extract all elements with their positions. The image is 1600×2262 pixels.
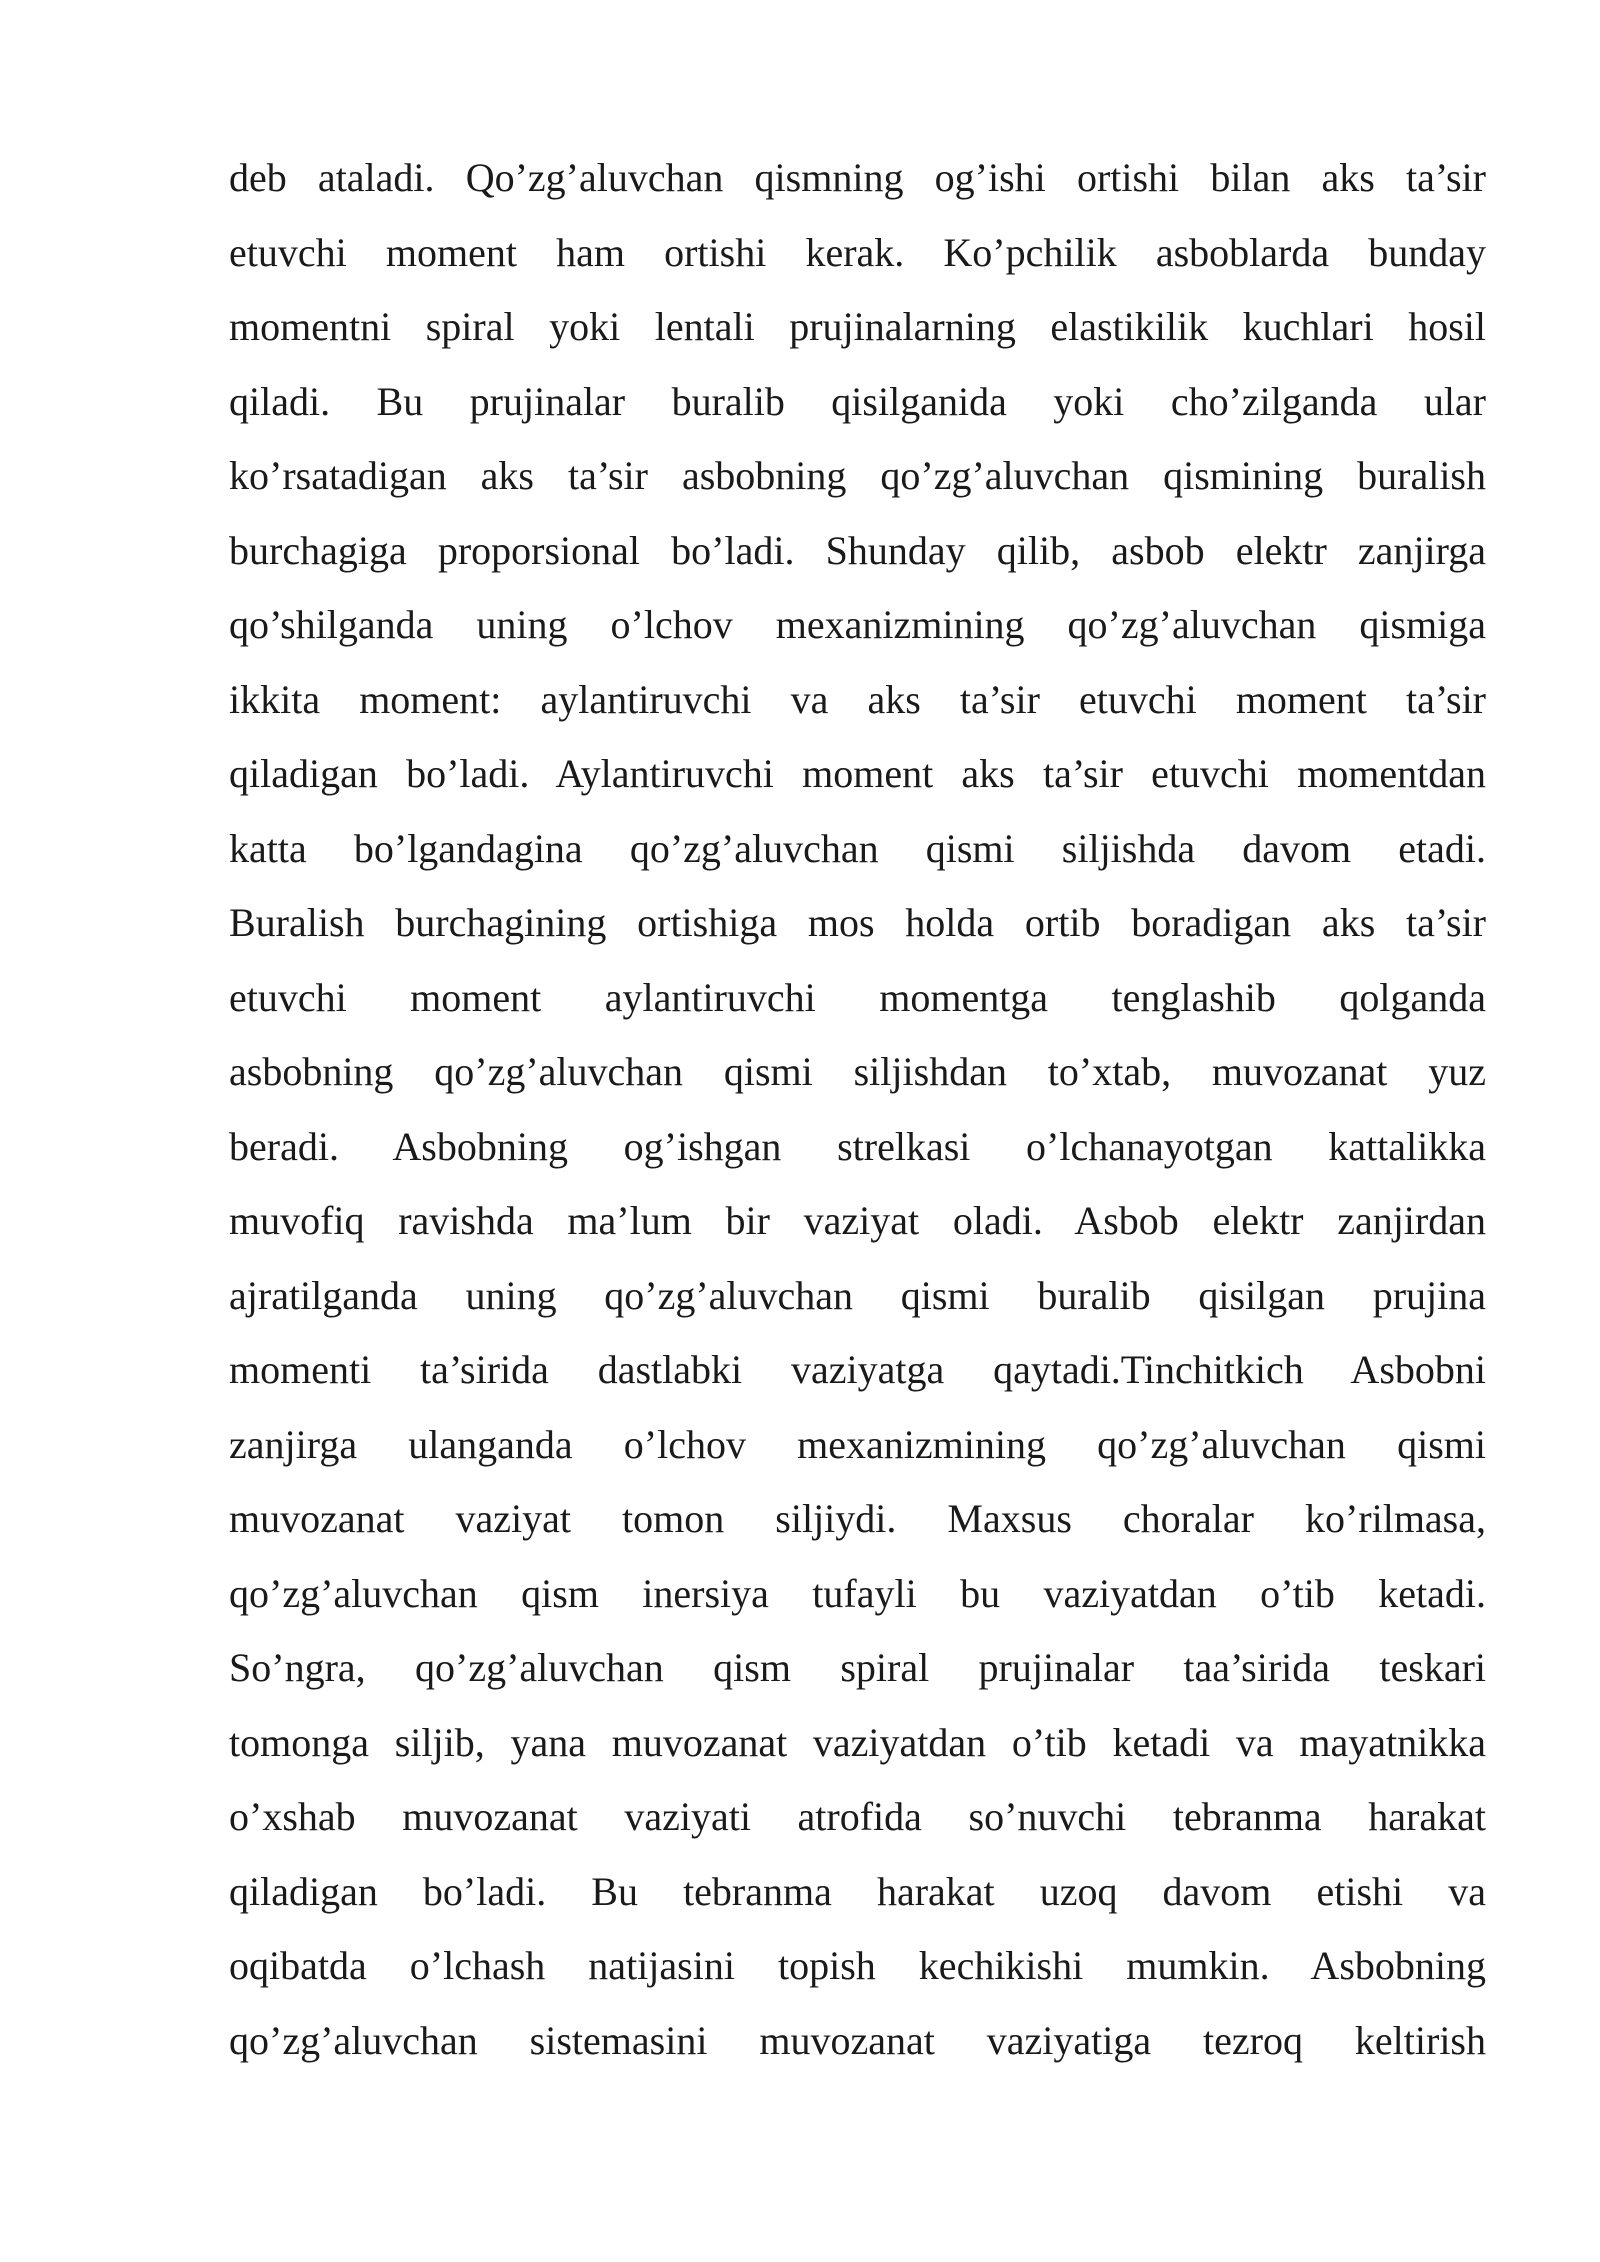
paragraph-line: qo’zg’aluvchan qism inersiya tufayli bu vaziyatdan o’tib ketadi.: [229, 1570, 1486, 1616]
paragraph-line: muvofiq ravishda ma’lum bir vaziyat oladi. Asbob elektr zanjirdan: [229, 1198, 1486, 1243]
paragraph-line: Buralish burchagining ortishiga mos holda ortib boradigan aks ta’sir: [229, 900, 1486, 945]
paragraph-line: qo’zg’aluvchan sistemasini muvozanat vaziyatiga tezroq keltirish: [229, 2017, 1486, 2063]
paragraph-line: qiladi. Bu prujinalar buralib qisilganida yoki cho’zilganda ular: [229, 378, 1486, 424]
paragraph-line: asbobning qo’zg’aluvchan qismi siljishdan to’xtab, muvozanat yuz: [229, 1049, 1486, 1094]
paragraph-line: ko’rsatadigan aks ta’sir asbobning qo’zg’aluvchan qismining buralish: [229, 453, 1486, 498]
paragraph-line: ikkita moment: aylantiruvchi va aks ta’sir etuvchi moment ta’sir: [229, 676, 1486, 722]
paragraph-line: beradi. Asbobning og’ishgan strelkasi o’lchanayotgan kattalikka: [229, 1123, 1486, 1169]
paragraph-line: ajratilganda uning qo’zg’aluvchan qismi buralib qisilgan prujina: [229, 1272, 1486, 1318]
paragraph-line: momenti ta’sirida dastlabki vaziyatga qaytadi.Tinchitkich Asbobni: [229, 1347, 1486, 1392]
paragraph-line: qiladigan bo’ladi. Bu tebranma harakat uzoq davom etishi va: [229, 1868, 1486, 1914]
body-paragraph: [229, 148, 1486, 2085]
paragraph-line: oqibatda o’lchash natijasini topish kechikishi mumkin. Asbobning: [229, 1943, 1486, 1988]
paragraph-line: zanjirga ulanganda o’lchov mexanizmining qo’zg’aluvchan qismi: [229, 1421, 1486, 1467]
paragraph-line: momentni spiral yoki lentali prujinalarning elastikilik kuchlari hosil: [229, 304, 1486, 349]
paragraph-line: o’xshab muvozanat vaziyati atrofida so’nuvchi tebranma harakat: [229, 1794, 1486, 1839]
paragraph-line: muvozanat vaziyat tomon siljiydi. Maxsus choralar ko’rilmasa,: [229, 1496, 1486, 1541]
paragraph-line: katta bo’lgandagina qo’zg’aluvchan qismi siljishda davom etadi.: [229, 825, 1486, 871]
paragraph-line: qo’shilganda uning o’lchov mexanizmining qo’zg’aluvchan qismiga: [229, 602, 1486, 647]
paragraph-line: qiladigan bo’ladi. Aylantiruvchi moment aks ta’sir etuvchi momentdan: [229, 751, 1486, 796]
paragraph-line: burchagiga proporsional bo’ladi. Shunday qilib, asbob elektr zanjirga: [229, 527, 1486, 573]
paragraph-line: etuvchi moment ham ortishi kerak. Ko’pchilik asboblarda bunday: [229, 229, 1486, 275]
paragraph-line: deb ataladi. Qo’zg’aluvchan qismning og’ishi ortishi bilan aks ta’sir: [229, 155, 1486, 200]
paragraph-line: So’ngra, qo’zg’aluvchan qism spiral prujinalar taa’sirida teskari: [229, 1645, 1486, 1690]
paragraph-line: tomonga siljib, yana muvozanat vaziyatdan o’tib ketadi va mayatnikka: [229, 1719, 1486, 1765]
paragraph-line: etuvchi moment aylantiruvchi momentga tenglashib qolganda: [229, 974, 1486, 1020]
